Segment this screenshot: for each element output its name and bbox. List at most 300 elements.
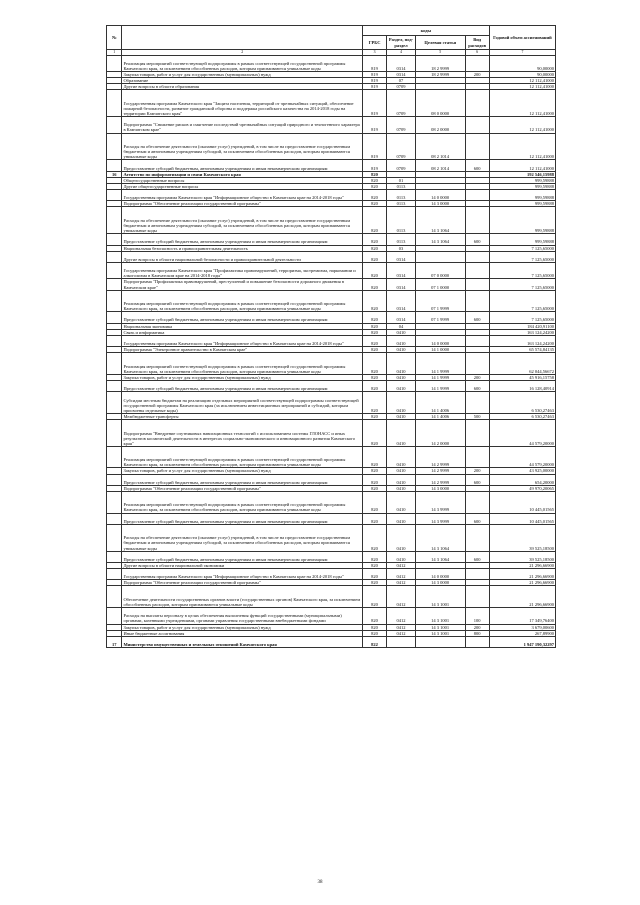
allocation-sum: 12 112,41000: [489, 160, 555, 171]
grbs-code: 820: [362, 251, 386, 262]
row-name: Подпрограмма "Обеспечение реализации государственной программы": [122, 580, 362, 586]
celevaya-code: 14 2 0000: [415, 420, 465, 447]
index-cell: 4: [387, 50, 416, 56]
row-name: Другие общегосударственные вопросы: [122, 183, 362, 189]
index-cell: 1: [107, 50, 122, 56]
vid-code: [465, 353, 489, 375]
grbs-code: 820: [362, 569, 386, 580]
celevaya-code: 14 3 1001: [415, 608, 465, 624]
row-name: Подпрограмма "Снижение рисков и смягчение последствий чрезвычайных ситуаций природного и техногенного характера в Камчатском крае": [122, 117, 362, 133]
row-number: [107, 335, 122, 346]
row-name: Подпрограмма "Обеспечение реализации государственной программы": [122, 485, 362, 491]
budget-allocation-table: [106, 25, 556, 648]
allocation-sum: 267,89900: [489, 630, 555, 636]
razdel-code: 0410: [387, 335, 416, 346]
razdel-code: 0412: [387, 630, 416, 636]
celevaya-code: 08 0 0000: [415, 90, 465, 117]
table-row: [107, 474, 556, 485]
grbs-code: 820: [362, 524, 386, 551]
celevaya-code: 14 3 0000: [415, 485, 465, 491]
row-name: Государственная программа Камчатского края "Информационное общество в Камчатском крае на 2014-2018 годы": [122, 569, 362, 580]
row-number: [107, 381, 122, 392]
allocation-sum: 1 947 190,32297: [489, 636, 555, 647]
row-number: [107, 207, 122, 234]
grbs-code: 820: [362, 353, 386, 375]
row-number: [107, 262, 122, 278]
celevaya-code: 18 2 9999: [415, 71, 465, 77]
vid-code: [465, 279, 489, 290]
table-row: [107, 551, 556, 562]
table-row: [107, 335, 556, 346]
row-name: Реализация мероприятий соответствующей подпрограммы в рамках соответствующей государственной программы Камчатского края, за исключением обособленных расходов, которым присваиваются уникальные коды: [122, 353, 362, 375]
codes-group-header: коды: [362, 26, 489, 36]
celevaya-code: 07 1 9999: [415, 312, 465, 323]
razdel-code: 01: [387, 177, 416, 183]
allocation-sum: 12 112,41000: [489, 78, 555, 84]
allocation-sum: 10 445,01565: [489, 491, 555, 513]
grbs-code: 820: [362, 392, 386, 414]
grbs-code: 820: [362, 491, 386, 513]
grbs-code: 820: [362, 323, 386, 329]
allocation-sum: 654,20000: [489, 474, 555, 485]
celevaya-code: 14 3 0000: [415, 201, 465, 207]
vid-code: 200: [465, 71, 489, 77]
vid-code: [465, 586, 489, 608]
razdel-code: 0412: [387, 608, 416, 624]
col-no-header: №: [107, 26, 122, 50]
vid-code: 600: [465, 312, 489, 323]
table-row: [107, 446, 556, 468]
grbs-code: 820: [362, 177, 386, 183]
row-name: Реализация мероприятий соответствующей подпрограммы в рамках соответствующей государственной программы Камчатского края, за исключением обособленных расходов, которым присваиваются уникальные коды: [122, 55, 362, 71]
allocation-sum: 44 579,20000: [489, 420, 555, 447]
row-number: 16: [107, 171, 122, 177]
razdel-code: 0113: [387, 183, 416, 189]
celevaya-code: 14 0 0000: [415, 335, 465, 346]
grbs-code: 819: [362, 133, 386, 160]
allocation-sum: 45 916,15758: [489, 374, 555, 380]
celevaya-code: 07 1 9999: [415, 290, 465, 312]
row-name: Государственная программа Камчатского края "Информационное общество в Камчатском крае на 2014-2018 годы": [122, 190, 362, 201]
celevaya-code: 14 1 0000: [415, 347, 465, 353]
vid-code: [465, 262, 489, 278]
celevaya-code: 14 1 9999: [415, 381, 465, 392]
col-vid-header: Вид расходов: [465, 36, 489, 50]
celevaya-code: 14 3 9999: [415, 513, 465, 524]
vid-code: [465, 392, 489, 414]
row-number: [107, 312, 122, 323]
index-cell: 5: [415, 50, 465, 56]
vid-code: [465, 117, 489, 133]
row-number: [107, 608, 122, 624]
allocation-sum: 12 112,41000: [489, 90, 555, 117]
razdel-code: 0113: [387, 190, 416, 201]
row-name: Министерство имущественных и земельных отношений Камчатского края: [122, 636, 362, 647]
vid-code: [465, 446, 489, 468]
grbs-code: 820: [362, 608, 386, 624]
razdel-code: 0709: [387, 84, 416, 90]
celevaya-code: 14 3 1001: [415, 586, 465, 608]
grbs-code: 820: [362, 562, 386, 568]
row-name: Иные бюджетные ассигнования: [122, 630, 362, 636]
grbs-code: 820: [362, 171, 386, 177]
vid-code: 600: [465, 234, 489, 245]
celevaya-code: 14 0 0000: [415, 190, 465, 201]
row-number: [107, 513, 122, 524]
celevaya-code: [415, 636, 465, 647]
table-row: [107, 262, 556, 278]
allocation-sum: 999,59888: [489, 183, 555, 189]
vid-code: 600: [465, 160, 489, 171]
razdel-code: 0412: [387, 569, 416, 580]
celevaya-code: 14 3 1001: [415, 624, 465, 630]
vid-code: 200: [465, 624, 489, 630]
allocation-sum: 184 420,91100: [489, 323, 555, 329]
celevaya-code: 14 3 0000: [415, 580, 465, 586]
grbs-code: 820: [362, 347, 386, 353]
row-number: [107, 586, 122, 608]
razdel-code: 0410: [387, 474, 416, 485]
row-number: [107, 234, 122, 245]
grbs-code: 820: [362, 513, 386, 524]
allocation-sum: 163 124,24200: [489, 335, 555, 346]
row-name: Расходы на обеспечение деятельности (оказание услуг) учреждений, в том числе на предоставление государственным бюджетным и автономным учреждениям субсидий, за исключением обособленных расходов, которым присваиваются уникальные коды: [122, 524, 362, 551]
celevaya-code: 07 0 0000: [415, 262, 465, 278]
razdel-code: [387, 636, 416, 647]
row-number: [107, 190, 122, 201]
vid-code: 600: [465, 474, 489, 485]
vid-code: [465, 90, 489, 117]
razdel-code: 0410: [387, 374, 416, 380]
table-row: [107, 190, 556, 201]
allocation-sum: 44 579,20000: [489, 446, 555, 468]
table-row: [107, 608, 556, 624]
razdel-code: 0412: [387, 580, 416, 586]
row-number: [107, 551, 122, 562]
allocation-sum: 39 525,18500: [489, 551, 555, 562]
table-body: [107, 55, 556, 648]
razdel-code: 0412: [387, 562, 416, 568]
row-number: [107, 117, 122, 133]
razdel-code: 0314: [387, 251, 416, 262]
row-name: Предоставление субсидий бюджетным, автономным учреждениям и иным некоммерческим организациям: [122, 160, 362, 171]
row-name: Подпрограмма "Внедрение спутниковых навигационных технологий с использованием системы ГЛОНАСС и иных результатов космической деятельности в интересах социально-экономического и инновационного развития Камчатского края": [122, 420, 362, 447]
vid-code: [465, 133, 489, 160]
table-header: [107, 26, 556, 56]
celevaya-code: 14 3 1064: [415, 234, 465, 245]
row-name: Предоставление субсидий бюджетным, автономным учреждениям и иным некоммерческим организациям: [122, 551, 362, 562]
table-row: [107, 420, 556, 447]
row-name: Межбюджетные трансферты: [122, 413, 362, 419]
grbs-code: 819: [362, 84, 386, 90]
celevaya-code: 14 0 0000: [415, 569, 465, 580]
allocation-sum: 7 125,65000: [489, 262, 555, 278]
col-celevaya-header: Целевая статья: [415, 36, 465, 50]
row-name: Субсидии местным бюджетам на реализацию отдельных мероприятий соответствующей подпрограммы соответствующей государственной программы Камчатского края (за исключением инвестиционных мероприятий и субсидий, которым присвоены отдельные коды): [122, 392, 362, 414]
grbs-code: 819: [362, 71, 386, 77]
row-number: [107, 392, 122, 414]
grbs-code: 820: [362, 630, 386, 636]
allocation-sum: 90,00000: [489, 71, 555, 77]
row-name: Предоставление субсидий бюджетным, автономным учреждениям и иным некоммерческим организациям: [122, 312, 362, 323]
celevaya-code: 14 2 9999: [415, 446, 465, 468]
row-name: Предоставление субсидий бюджетным, автономным учреждениям и иным некоммерческим организациям: [122, 474, 362, 485]
allocation-sum: 6 530,27463: [489, 392, 555, 414]
row-name: Государственная программа Камчатского края "Информационное общество в Камчатском крае на 2014-2018 годы": [122, 335, 362, 346]
celevaya-code: 14 1 4006: [415, 413, 465, 419]
row-name: Общегосударственные вопросы: [122, 177, 362, 183]
grbs-code: 820: [362, 420, 386, 447]
table-row: [107, 569, 556, 580]
row-name: Государственная программа Камчатского края "Защита населения, территорий от чрезвычайных ситуаций, обеспечение пожарной безопасности, развитие гражданской обороны и поддержка российского казачества на 2014-2018 годы на территории Камчатского края": [122, 90, 362, 117]
allocation-sum: 65 574,84135: [489, 347, 555, 353]
allocation-sum: 21 296,66900: [489, 569, 555, 580]
razdel-code: 0412: [387, 586, 416, 608]
celevaya-code: 14 1 9999: [415, 374, 465, 380]
celevaya-code: 14 1 9999: [415, 353, 465, 375]
row-name: Расходы на выплаты персоналу в целях обеспечения выполнения функций государственными (муниципальными) органами, казенными учреждениями, органами управления государственными внебюджетными фондами: [122, 608, 362, 624]
table-row: [107, 55, 556, 71]
row-name: Подпрограмма "Профилактика правонарушений, преступлений и повышение безопасности дорожного движения в Камчатском крае": [122, 279, 362, 290]
vid-code: [465, 190, 489, 201]
row-number: [107, 446, 122, 468]
row-name: Предоставление субсидий бюджетным, автономным учреждениям и иным некоммерческим организациям: [122, 513, 362, 524]
allocation-sum: 3 679,00600: [489, 624, 555, 630]
grbs-code: 820: [362, 335, 386, 346]
grbs-code: 820: [362, 279, 386, 290]
row-name: Предоставление субсидий бюджетным, автономным учреждениям и иным некоммерческим организациям: [122, 381, 362, 392]
grbs-code: 820: [362, 551, 386, 562]
allocation-sum: 999,59888: [489, 177, 555, 183]
celevaya-code: 14 3 1064: [415, 207, 465, 234]
razdel-code: 0410: [387, 524, 416, 551]
razdel-code: 0410: [387, 392, 416, 414]
celevaya-code: 07 1 0000: [415, 279, 465, 290]
vid-code: [465, 636, 489, 647]
grbs-code: 820: [362, 201, 386, 207]
row-name: Расходы на обеспечение деятельности (оказание услуг) учреждений, в том числе на предоставление государственным бюджетным и автономным учреждениям субсидий, за исключением обособленных расходов, которым присваиваются уникальные коды: [122, 207, 362, 234]
vid-code: 200: [465, 468, 489, 474]
row-name: Подпрограмма "Обеспечение реализации государственной программы": [122, 201, 362, 207]
allocation-sum: 163 124,24200: [489, 329, 555, 335]
grbs-code: 820: [362, 413, 386, 419]
grbs-code: 819: [362, 90, 386, 117]
vid-code: [465, 251, 489, 262]
row-number: [107, 290, 122, 312]
celevaya-code: 14 3 9999: [415, 491, 465, 513]
celevaya-code: 14 2 9999: [415, 474, 465, 485]
razdel-code: 0410: [387, 491, 416, 513]
celevaya-code: 14 3 1064: [415, 551, 465, 562]
allocation-sum: 7 125,65000: [489, 279, 555, 290]
grbs-code: 819: [362, 117, 386, 133]
vid-code: 600: [465, 513, 489, 524]
allocation-sum: 12 112,41000: [489, 133, 555, 160]
row-number: [107, 90, 122, 117]
row-name: Реализация мероприятий соответствующей подпрограммы в рамках соответствующей государственной программы Камчатского края, за исключением обособленных расходов, которым присваиваются уникальные коды: [122, 290, 362, 312]
vid-code: [465, 491, 489, 513]
celevaya-code: [415, 251, 465, 262]
vid-code: 800: [465, 630, 489, 636]
allocation-sum: 7 125,65000: [489, 251, 555, 262]
razdel-code: 0709: [387, 160, 416, 171]
vid-code: [465, 55, 489, 71]
allocation-sum: 16 128,40914: [489, 381, 555, 392]
allocation-sum: 21 296,66900: [489, 580, 555, 586]
grbs-code: 820: [362, 234, 386, 245]
table-row: [107, 251, 556, 262]
razdel-code: 0314: [387, 312, 416, 323]
grbs-code: 819: [362, 78, 386, 84]
razdel-code: 0410: [387, 468, 416, 474]
allocation-sum: 999,59888: [489, 234, 555, 245]
vid-code: 500: [465, 413, 489, 419]
table-row: [107, 234, 556, 245]
allocation-sum: 12 112,41000: [489, 117, 555, 133]
table-row: [107, 279, 556, 290]
vid-code: 600: [465, 551, 489, 562]
row-number: [107, 279, 122, 290]
celevaya-code: 14 2 9999: [415, 468, 465, 474]
allocation-sum: 999,59888: [489, 190, 555, 201]
razdel-code: 0314: [387, 290, 416, 312]
razdel-code: 0410: [387, 513, 416, 524]
col-sum-header: Годовой объем ассигнований: [489, 26, 555, 50]
allocation-sum: 192 546,15988: [489, 171, 555, 177]
grbs-code: 820: [362, 245, 386, 251]
grbs-code: 819: [362, 160, 386, 171]
razdel-code: 0410: [387, 446, 416, 468]
allocation-sum: 6 530,27463: [489, 413, 555, 419]
table-row: [107, 636, 556, 647]
razdel-code: 0314: [387, 55, 416, 71]
allocation-sum: 39 525,18500: [489, 524, 555, 551]
allocation-sum: 999,59888: [489, 201, 555, 207]
row-name: Обеспечение деятельности государственных органов власти (государственных органов) Камчатского края, за исключением обособленных расходов, которым присваиваются уникальные коды: [122, 586, 362, 608]
allocation-sum: 12 112,41000: [489, 84, 555, 90]
razdel-code: 0314: [387, 279, 416, 290]
razdel-code: 0314: [387, 71, 416, 77]
table-row: [107, 160, 556, 171]
row-name: Реализация мероприятий соответствующей подпрограммы в рамках соответствующей государственной программы Камчатского края, за исключением обособленных расходов, которым присваиваются уникальные коды: [122, 491, 362, 513]
col-razdel-header: Раздел, под-раздел: [387, 36, 416, 50]
col-grbs-header: ГРБС: [362, 36, 386, 50]
index-cell: 7: [489, 50, 555, 56]
row-name: Образование: [122, 78, 362, 84]
table-row: [107, 312, 556, 323]
allocation-sum: 7 125,65000: [489, 290, 555, 312]
table-row: [107, 491, 556, 513]
allocation-sum: 62 044,56672: [489, 353, 555, 375]
row-name: Закупка товаров, работ и услуг для государственных (муниципальных) нужд: [122, 468, 362, 474]
grbs-code: 820: [362, 262, 386, 278]
grbs-code: 820: [362, 312, 386, 323]
index-cell: 6: [465, 50, 489, 56]
allocation-sum: 21 296,66900: [489, 562, 555, 568]
table-row: [107, 290, 556, 312]
razdel-code: 0410: [387, 347, 416, 353]
row-name: Агентство по информатизации и связи Камчатского края: [122, 171, 362, 177]
row-name: Связь и информатика: [122, 329, 362, 335]
grbs-code: 820: [362, 474, 386, 485]
row-name: Национальная безопасность и правоохранительная деятельность: [122, 245, 362, 251]
celevaya-code: 14 3 1001: [415, 630, 465, 636]
razdel-code: 04: [387, 323, 416, 329]
col-name-header: [122, 26, 362, 50]
razdel-code: 0410: [387, 551, 416, 562]
allocation-sum: 49 970,20065: [489, 485, 555, 491]
grbs-code: 820: [362, 374, 386, 380]
allocation-sum: 7 125,65000: [489, 312, 555, 323]
row-number: [107, 524, 122, 551]
row-number: [107, 569, 122, 580]
row-name: Расходы на обеспечение деятельности (оказание услуг) учреждений, в том числе на предоставление государственным бюджетным и автономным учреждениям субсидий, за исключением обособленных расходов, которым присваиваются уникальные коды: [122, 133, 362, 160]
row-number: [107, 55, 122, 71]
row-name: Другие вопросы в области образования: [122, 84, 362, 90]
vid-code: 100: [465, 608, 489, 624]
grbs-code: 822: [362, 636, 386, 647]
vid-code: 600: [465, 381, 489, 392]
razdel-code: 03: [387, 245, 416, 251]
vid-code: [465, 335, 489, 346]
allocation-sum: 43 925,00000: [489, 468, 555, 474]
grbs-code: 820: [362, 290, 386, 312]
razdel-code: 0709: [387, 117, 416, 133]
table-row: [107, 586, 556, 608]
row-name: Предоставление субсидий бюджетным, автономным учреждениям и иным некоммерческим организациям: [122, 234, 362, 245]
celevaya-code: 18 2 9999: [415, 55, 465, 71]
grbs-code: 820: [362, 485, 386, 491]
table-row: [107, 381, 556, 392]
table-row: [107, 353, 556, 375]
row-number: [107, 420, 122, 447]
grbs-code: 820: [362, 468, 386, 474]
grbs-code: 820: [362, 207, 386, 234]
razdel-code: 0412: [387, 624, 416, 630]
row-name: Государственная программа Камчатского края "Профилактика правонарушений, терроризма, экстремизма, наркомании и алкоголизма в Камчатском крае на 2014-2018 годы": [122, 262, 362, 278]
table-row: [107, 90, 556, 117]
allocation-sum: 7 125,65000: [489, 245, 555, 251]
row-name: Закупка товаров, работ и услуг для государственных (муниципальных) нужд: [122, 71, 362, 77]
allocation-sum: 10 445,01565: [489, 513, 555, 524]
razdel-code: 0410: [387, 420, 416, 447]
grbs-code: 820: [362, 190, 386, 201]
razdel-code: 0113: [387, 201, 416, 207]
vid-code: 200: [465, 374, 489, 380]
index-cell: 2: [122, 50, 362, 56]
row-name: Национальная экономика: [122, 323, 362, 329]
allocation-sum: 21 296,66900: [489, 586, 555, 608]
page-number: 38: [317, 880, 323, 885]
razdel-code: 07: [387, 78, 416, 84]
grbs-code: 820: [362, 381, 386, 392]
celevaya-code: 08 2 1014: [415, 133, 465, 160]
razdel-code: 0709: [387, 90, 416, 117]
table-row: [107, 207, 556, 234]
row-name: Реализация мероприятий соответствующей подпрограммы в рамках соответствующей государственной программы Камчатского края, за исключением обособленных расходов, которым присваиваются уникальные коды: [122, 446, 362, 468]
table-row: [107, 133, 556, 160]
row-number: [107, 133, 122, 160]
table-row: [107, 392, 556, 414]
vid-code: [465, 420, 489, 447]
row-number: 17: [107, 636, 122, 647]
razdel-code: 0314: [387, 262, 416, 278]
row-number: [107, 160, 122, 171]
row-number: [107, 353, 122, 375]
vid-code: [465, 524, 489, 551]
razdel-code: 0709: [387, 133, 416, 160]
celevaya-code: 14 1 4006: [415, 392, 465, 414]
